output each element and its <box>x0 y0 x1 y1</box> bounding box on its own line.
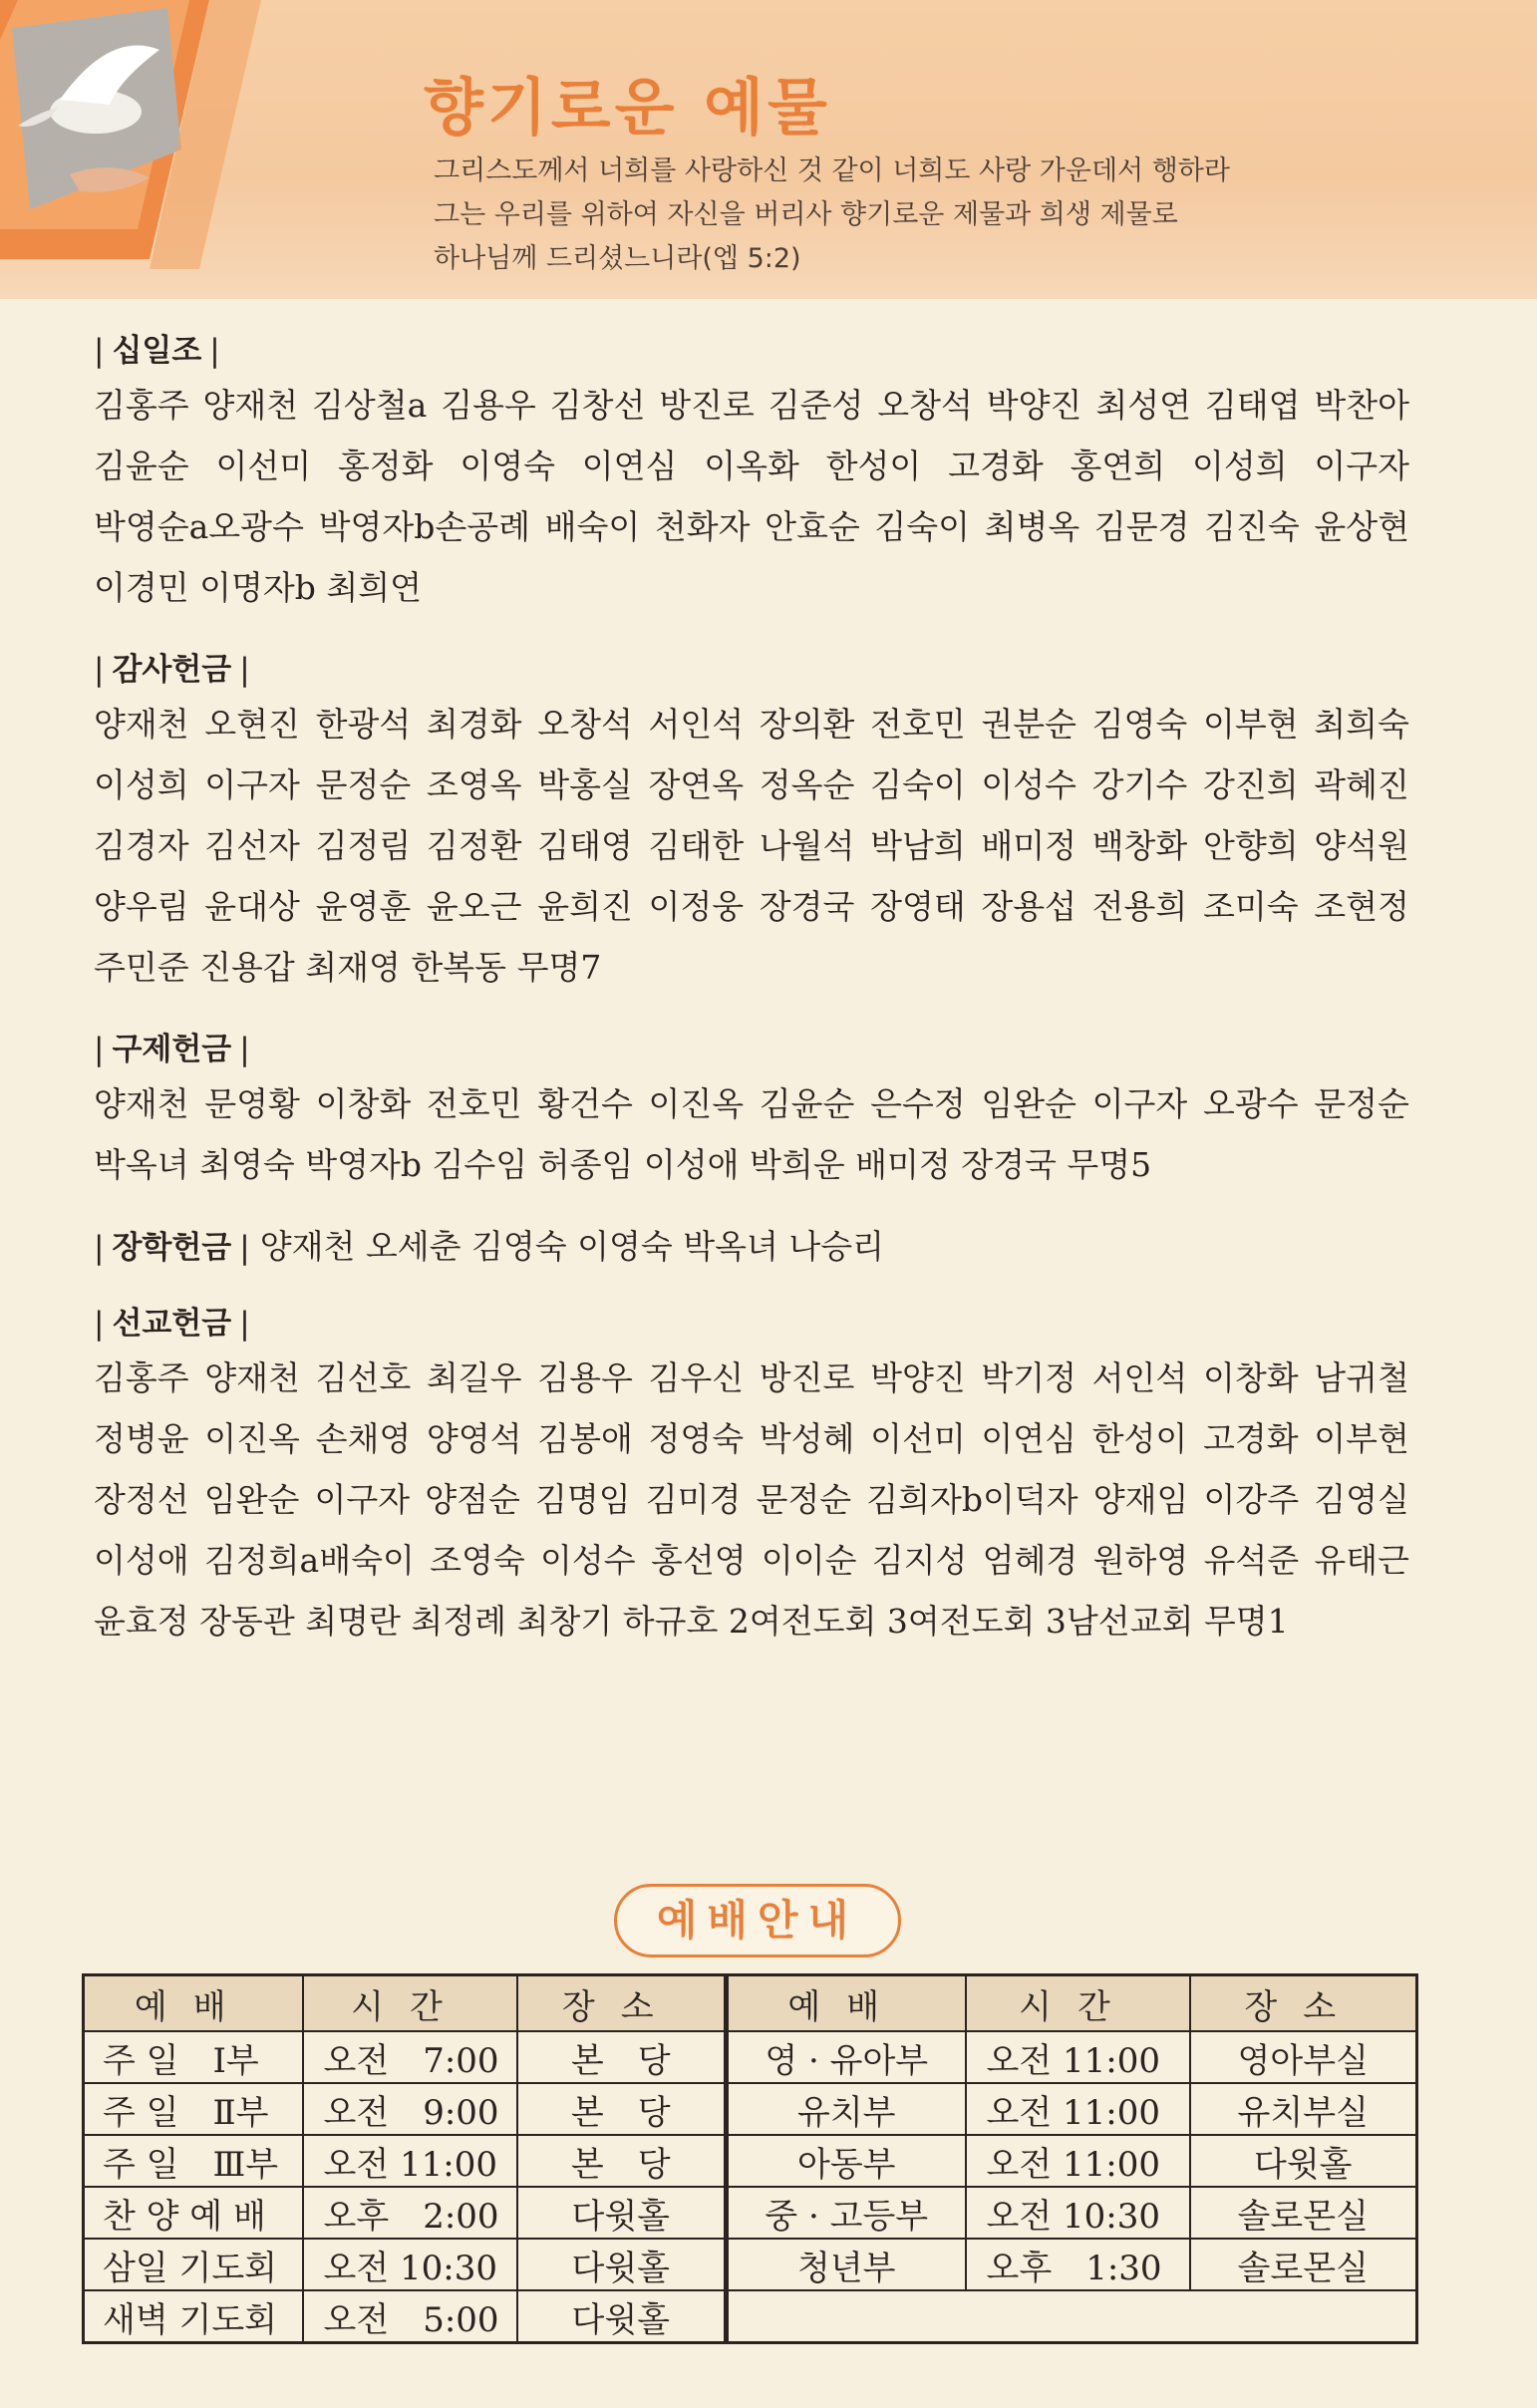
donor-name: 이옥화 <box>704 447 799 485</box>
donor-name: 이성애 <box>643 1145 740 1184</box>
table-row <box>84 2290 1417 2343</box>
name-list-mission <box>94 1348 1409 1652</box>
section-thanks <box>94 646 1409 998</box>
donor-name: 양재천 <box>204 1358 300 1397</box>
donor-name: 김선호 <box>315 1358 412 1397</box>
donor-name: 안효순 <box>765 507 860 546</box>
donor-name: 배숙이 <box>544 507 641 546</box>
donor-name: 홍연희 <box>1070 447 1166 485</box>
service-time: 오전 7:00 <box>303 2031 517 2083</box>
service-place: 다윗홀 <box>517 2239 727 2290</box>
donor-name: 박홍실 <box>537 765 633 804</box>
donor-name: 문정순 <box>315 765 412 804</box>
header-banner <box>0 0 1537 299</box>
donor-name: 최길우 <box>426 1358 522 1397</box>
name-list-relief <box>94 1073 1409 1195</box>
donor-name: 한성이 <box>1091 1419 1188 1458</box>
col-header-place: 장소 <box>1190 1975 1417 2032</box>
worship-guide-title: 예배안내 <box>614 1884 901 1957</box>
donor-name: 양점순 <box>425 1480 520 1519</box>
donor-name: 최명란 <box>305 1602 401 1641</box>
donor-name: 김선자 <box>204 826 300 865</box>
donor-name: 문정순 <box>756 1480 852 1519</box>
donor-name: 박양진 <box>870 1358 966 1397</box>
donor-name: 조영옥 <box>426 765 522 804</box>
col-header-place: 장소 <box>517 1975 727 2032</box>
section-relief <box>94 1026 1409 1195</box>
service-place: 본 당 <box>517 2031 727 2083</box>
donor-name: 양영석 <box>426 1419 522 1458</box>
table-row <box>84 2239 1417 2290</box>
donor-name: 장정선 <box>94 1480 189 1519</box>
service-time: 오전 11:00 <box>303 2135 517 2187</box>
donor-name: 정영숙 <box>648 1419 745 1458</box>
donor-name: 백창화 <box>1091 826 1188 865</box>
donor-name: 이선미 <box>215 447 312 485</box>
donor-name: 정병윤 <box>94 1419 189 1458</box>
donor-name: 김미경 <box>645 1480 742 1519</box>
col-header-time: 시간 <box>303 1975 517 2032</box>
donor-name: 이구자 <box>204 765 300 804</box>
donor-name: 이창화 <box>315 1084 412 1123</box>
donor-name: 이진옥 <box>204 1419 300 1458</box>
donor-name: 김지성 <box>871 1541 968 1580</box>
donor-name: 김윤순 <box>759 1084 855 1123</box>
donor-name: 안향희 <box>1202 826 1299 865</box>
service-time: 오전 10:30 <box>303 2239 517 2290</box>
col-header-service: 예배 <box>727 1975 966 2032</box>
donor-name: 김명임 <box>535 1480 631 1519</box>
service-time: 오전 5:00 <box>303 2290 517 2343</box>
donor-name: 최재영 <box>305 948 401 987</box>
donor-name: 김용우 <box>441 386 536 425</box>
donor-name: 이부현 <box>1314 1419 1409 1458</box>
dove-illustration <box>0 0 478 299</box>
service-name: 청년부 <box>727 2239 966 2290</box>
donor-name: 박성혜 <box>759 1419 855 1458</box>
donor-name: 나월석 <box>759 826 855 865</box>
verse-line: 하나님께 드리셨느니라(엡 5:2) <box>434 243 801 274</box>
donor-name: 전호민 <box>870 705 966 744</box>
donor-name: 허종임 <box>537 1145 634 1184</box>
section-heading: | 선교헌금 | <box>94 1306 250 1342</box>
donor-name: 임완순 <box>981 1084 1077 1123</box>
service-time: 오전 9:00 <box>303 2083 517 2135</box>
section-label-relief: 구제헌금 <box>112 1032 232 1067</box>
section-tithe <box>94 327 1409 618</box>
table-row <box>84 2135 1417 2187</box>
donor-name: 김숙이 <box>874 507 970 546</box>
donor-name: 김영숙 <box>1091 705 1188 744</box>
donor-name: 방진로 <box>759 1358 855 1397</box>
donor-name: 이성애 <box>94 1541 189 1580</box>
donor-name: 김우신 <box>648 1358 745 1397</box>
donor-name: 윤효정 <box>94 1602 189 1641</box>
service-time: 오후 1:30 <box>966 2239 1190 2290</box>
donor-name: 최정례 <box>411 1602 507 1641</box>
service-time: 오전 11:00 <box>966 2135 1190 2187</box>
donor-name: 유석준 <box>1203 1541 1300 1580</box>
table-row <box>84 2187 1417 2239</box>
donor-name: 한광석 <box>315 705 412 744</box>
section-heading: | 십일조 | <box>94 333 220 369</box>
donor-name: 배미정 <box>855 1145 951 1184</box>
donor-name: 권분순 <box>981 705 1077 744</box>
donor-name: 무명7 <box>516 948 602 987</box>
donor-name: 김태엽 <box>1204 386 1301 425</box>
donor-name: 이구자 <box>314 1480 411 1519</box>
donor-name: 엄혜경 <box>982 1541 1078 1580</box>
name-list-thanks <box>94 694 1409 998</box>
donor-name: 이이순 <box>761 1541 857 1580</box>
donor-name: 하규호 <box>622 1602 719 1641</box>
donor-name: 임완순 <box>203 1480 300 1519</box>
donor-name: 김문경 <box>1093 507 1190 546</box>
col-header-service: 예배 <box>84 1975 303 2032</box>
donor-name: 조영숙 <box>430 1541 525 1580</box>
section-heading: | 장학헌금 | 양재천 오세춘 김영숙 이영숙 박옥녀 나승리 <box>94 1227 884 1266</box>
section-label-thanks: 감사헌금 <box>112 652 232 688</box>
donor-name: 박영순a오광수 <box>94 507 304 546</box>
donor-name: 장동관 <box>199 1602 295 1641</box>
section-scholarship <box>94 1223 1409 1272</box>
donor-name: 이정웅 <box>648 887 745 926</box>
donor-name: 이창화 <box>1202 1358 1299 1397</box>
donor-name: 양재천 <box>94 1084 189 1123</box>
section-heading: | 감사헌금 | <box>94 652 250 688</box>
donor-name: 윤영훈 <box>315 887 412 926</box>
donor-name: 강진희 <box>1202 765 1299 804</box>
donor-name: 주민준 <box>94 948 189 987</box>
service-time: 오후 2:00 <box>303 2187 517 2239</box>
page-title: 향기로운 예물 <box>424 71 831 144</box>
donor-name: 이성희 <box>1191 447 1288 485</box>
donor-name: 최성연 <box>1095 386 1191 425</box>
donor-name: 은수정 <box>870 1084 966 1123</box>
donor-name: 김홍주 <box>94 386 189 425</box>
donor-name: 박남희 <box>870 826 966 865</box>
donor-name: 원하영 <box>1092 1541 1189 1580</box>
donor-name: 김홍주 <box>94 1358 189 1397</box>
donor-name: 한성이 <box>825 447 922 485</box>
donor-name: 김봉애 <box>537 1419 633 1458</box>
donor-name: 서인석 <box>1091 1358 1188 1397</box>
donor-name: 이명자b <box>199 568 316 607</box>
donor-name: 최병옥 <box>984 507 1080 546</box>
donor-name: 박희운 <box>749 1145 845 1184</box>
donor-name: 김정림 <box>315 826 412 865</box>
service-place: 다윗홀 <box>517 2290 727 2343</box>
donor-name: 오창석 <box>537 705 633 744</box>
section-label-mission: 선교헌금 <box>112 1306 232 1342</box>
donor-name: 김정환 <box>426 826 522 865</box>
donor-name: 손채영 <box>315 1419 412 1458</box>
table-header-row <box>84 1975 1417 2032</box>
donor-name: 이영숙 <box>460 447 555 485</box>
worship-schedule-table <box>82 1973 1418 2344</box>
donor-name: 장의환 <box>759 705 855 744</box>
donor-name: 서인석 <box>648 705 745 744</box>
section-mission <box>94 1300 1409 1652</box>
donor-name: 이연심 <box>581 447 678 485</box>
donor-name: 조현정 <box>1314 887 1409 926</box>
donor-name: 윤희진 <box>537 887 633 926</box>
donor-name: 오현진 <box>204 705 300 744</box>
donor-name: 김태영 <box>537 826 633 865</box>
service-place: 영아부실 <box>1190 2031 1417 2083</box>
donor-name: 양석원 <box>1314 826 1409 865</box>
donor-name: 장연옥 <box>648 765 745 804</box>
donor-name: 김수임 <box>432 1145 528 1184</box>
service-name: 주 일 Ⅲ부 <box>84 2135 303 2187</box>
donor-name: 이구자 <box>1091 1084 1188 1123</box>
donor-name: 2여전도회 <box>728 1602 877 1641</box>
donor-name: 홍선영 <box>650 1541 747 1580</box>
donor-name: 이부현 <box>1202 705 1299 744</box>
donor-name: 박찬아 <box>1314 386 1409 425</box>
donor-name: 유태근 <box>1314 1541 1410 1580</box>
donor-name: 남귀철 <box>1314 1358 1409 1397</box>
donor-name: 김영실 <box>1314 1480 1409 1519</box>
service-name: 새벽 기도회 <box>84 2290 303 2343</box>
donor-name: 장경국 <box>961 1145 1057 1184</box>
section-label-tithe: 십일조 <box>112 333 202 369</box>
service-name: 주 일 Ⅱ부 <box>84 2083 303 2135</box>
service-name: 유치부 <box>727 2083 966 2135</box>
donor-name: 이성수 <box>981 765 1077 804</box>
offering-list <box>94 327 1409 1679</box>
donor-name: 문영황 <box>204 1084 300 1123</box>
donor-name: 장영태 <box>870 887 966 926</box>
donor-name: 김태한 <box>648 826 745 865</box>
donor-name: 박옥녀 <box>94 1145 189 1184</box>
service-place: 솔로몬실 <box>1190 2239 1417 2290</box>
donor-name: 이강주 <box>1203 1480 1300 1519</box>
donor-name: 곽혜진 <box>1314 765 1409 804</box>
donor-name: 방진로 <box>659 386 755 425</box>
donor-name: 장경국 <box>759 887 855 926</box>
table-row <box>84 2031 1417 2083</box>
service-name: 찬 양 예 배 <box>84 2187 303 2239</box>
service-place: 솔로몬실 <box>1190 2187 1417 2239</box>
donor-name: 박양진 <box>986 386 1082 425</box>
verse-line: 그는 우리를 위하여 자신을 버리사 향기로운 제물과 희생 제물로 <box>434 199 1178 230</box>
service-place: 다윗홀 <box>517 2187 727 2239</box>
donor-name: 전용희 <box>1091 887 1188 926</box>
service-time: 오전 10:30 <box>966 2187 1190 2239</box>
service-time: 오전 11:00 <box>966 2031 1190 2083</box>
donor-name: 무명1 <box>1203 1602 1289 1641</box>
donor-name: 장용섭 <box>981 887 1077 926</box>
donor-name: 박영자b <box>305 1145 423 1184</box>
section-label-scholarship: 장학헌금 <box>112 1230 232 1266</box>
service-name: 삼일 기도회 <box>84 2239 303 2290</box>
verse-line: 그리스도께서 너희를 사랑하신 것 같이 너희도 사랑 가운데서 행하라 <box>434 155 1230 186</box>
donor-name: 오창석 <box>877 386 973 425</box>
donor-name: 양재임 <box>1092 1480 1189 1519</box>
donor-name: 황건수 <box>537 1084 633 1123</box>
donor-name: 정옥순 <box>759 765 855 804</box>
name-list-scholarship: 양재천 오세춘 김영숙 이영숙 박옥녀 나승리 <box>259 1227 884 1266</box>
donor-name: 윤상현 <box>1314 507 1409 546</box>
donor-name: 이성희 <box>94 765 189 804</box>
donor-name: 최경화 <box>426 705 522 744</box>
donor-name: 3남선교회 <box>1045 1602 1194 1641</box>
donor-name: 양우림 <box>94 887 189 926</box>
donor-name: 김정희a배숙이 <box>203 1541 415 1580</box>
empty-cell <box>727 2290 1417 2343</box>
donor-name: 홍정화 <box>337 447 434 485</box>
donor-name: 이연심 <box>981 1419 1077 1458</box>
service-place: 본 당 <box>517 2135 727 2187</box>
service-name: 주 일 Ⅰ부 <box>84 2031 303 2083</box>
donor-name: 김숙이 <box>870 765 966 804</box>
section-heading: | 구제헌금 | <box>94 1032 250 1067</box>
donor-name: 김준성 <box>768 386 864 425</box>
donor-name: 김상철a <box>312 386 428 425</box>
donor-name: 오광수 <box>1202 1084 1299 1123</box>
scripture-verse <box>434 150 1510 281</box>
donor-name: 이구자 <box>1314 447 1410 485</box>
donor-name: 박영자b손공례 <box>318 507 530 546</box>
donor-name: 윤오근 <box>426 887 522 926</box>
donor-name: 윤대상 <box>204 887 300 926</box>
donor-name: 양재천 <box>202 386 299 425</box>
service-name: 영 · 유아부 <box>727 2031 966 2083</box>
donor-name: 무명5 <box>1067 1145 1152 1184</box>
name-list-tithe <box>94 375 1409 618</box>
service-name: 아동부 <box>727 2135 966 2187</box>
donor-name: 진용갑 <box>199 948 295 987</box>
donor-name: 김용우 <box>537 1358 633 1397</box>
donor-name: 최창기 <box>516 1602 613 1641</box>
donor-name: 배미정 <box>981 826 1077 865</box>
donor-name: 김희자b이덕자 <box>866 1480 1078 1519</box>
donor-name: 김진숙 <box>1204 507 1300 546</box>
donor-name: 전호민 <box>426 1084 522 1123</box>
donor-name: 김창선 <box>549 386 646 425</box>
donor-name: 박기정 <box>981 1358 1077 1397</box>
donor-name: 이진옥 <box>648 1084 745 1123</box>
service-place: 본 당 <box>517 2083 727 2135</box>
donor-name: 고경화 <box>948 447 1044 485</box>
donor-name: 한복동 <box>411 948 507 987</box>
donor-name: 강기수 <box>1091 765 1188 804</box>
donor-name: 천화자 <box>654 507 751 546</box>
service-place: 유치부실 <box>1190 2083 1417 2135</box>
donor-name: 고경화 <box>1202 1419 1299 1458</box>
donor-name: 조미숙 <box>1202 887 1299 926</box>
donor-name: 최희숙 <box>1314 705 1409 744</box>
service-name: 중 · 고등부 <box>727 2187 966 2239</box>
donor-name: 최희연 <box>326 568 423 607</box>
donor-name: 이성수 <box>540 1541 636 1580</box>
donor-name: 김윤순 <box>94 447 189 485</box>
donor-name: 이경민 <box>94 568 189 607</box>
donor-name: 양재천 <box>94 705 189 744</box>
donor-name: 이선미 <box>870 1419 966 1458</box>
donor-name: 김경자 <box>94 826 189 865</box>
donor-name: 3여전도회 <box>886 1602 1036 1641</box>
service-time: 오전 11:00 <box>966 2083 1190 2135</box>
service-place: 다윗홀 <box>1190 2135 1417 2187</box>
table-row <box>84 2083 1417 2135</box>
donor-name: 최영숙 <box>199 1145 295 1184</box>
col-header-time: 시간 <box>966 1975 1190 2032</box>
donor-name: 문정순 <box>1314 1084 1409 1123</box>
